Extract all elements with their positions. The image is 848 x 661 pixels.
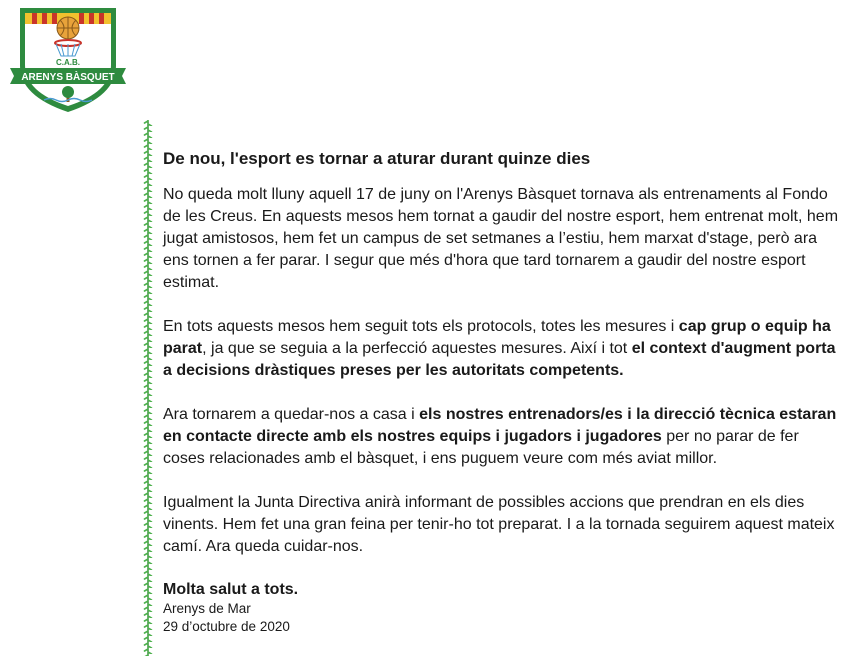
decorative-vine — [143, 120, 153, 656]
paragraph-1: No queda molt lluny aquell 17 de juny on l'Arenys Bàsquet tornava als entrenaments al Fondo de les Creus. En aquests mesos hem tornat a gaudir del nostre esport, hem entrenat molt, hem jugat amistosos, hem fet un campus de set setmanes a l’estiu, hem marxat d'stage, però ara ens tornen a fer parar. I segur que més d'hora que tard tornarem a gaudir del nostre esport estimat. — [163, 186, 839, 291]
paragraph-3-text: per no parar de fer coses relacionades amb el bàsquet, i ens puguem veure com més aviat millor. — [163, 428, 799, 467]
paragraph-3-bold: els nostres entrenadors/es i la direcció tècnica estaran en contacte directe amb els nostres equips i jugadors i jugadores — [163, 406, 837, 445]
article-title: De nou, l'esport es tornar a aturar durant quinze dies — [163, 149, 591, 168]
crest-top-text: C.A.B. — [56, 58, 80, 67]
tree-icon — [62, 86, 74, 98]
signature-place: Arenys de Mar — [163, 601, 251, 616]
flag-stripe — [99, 13, 104, 24]
closing-line: Molta salut a tots. — [163, 581, 299, 598]
paragraph-3-text: Ara tornarem a quedar-nos a casa i — [163, 406, 420, 423]
paragraph-2-bold: cap grup o equip ha parat — [163, 318, 831, 357]
paragraph-4: Igualment la Junta Directiva anirà informant de possibles accions que prendran en els dies vinents. Hem fet una gran feina per tenir-ho tot preparat. I a la tornada seguirem aquest mateix camí. Ara queda cuidar-nos. — [163, 494, 835, 555]
paragraph-2-text: , ja que se seguia a la perfecció aquestes mesures. Així i tot — [202, 340, 632, 357]
paragraph-3 — [163, 404, 843, 470]
flag-stripe — [89, 13, 94, 24]
article — [163, 148, 843, 636]
crest-banner-text: ARENYS BÀSQUET — [21, 72, 115, 83]
flag-stripe — [79, 13, 84, 24]
club-crest-icon — [8, 4, 128, 116]
flag-stripe — [32, 13, 37, 24]
paragraph-2-bold: el context d'augment porta a decisions dràstiques preses per les autoritats competents. — [163, 340, 836, 379]
signature-date: 29 d’octubre de 2020 — [163, 619, 290, 634]
basketball-lines — [57, 17, 79, 39]
flag-stripe — [52, 13, 57, 24]
vine-icon — [143, 120, 153, 656]
paragraph-2 — [163, 316, 843, 382]
flag-stripe — [42, 13, 47, 24]
paragraph-2-text: En tots aquests mesos hem seguit tots els protocols, totes les mesures i — [163, 318, 679, 335]
club-logo — [8, 4, 128, 116]
